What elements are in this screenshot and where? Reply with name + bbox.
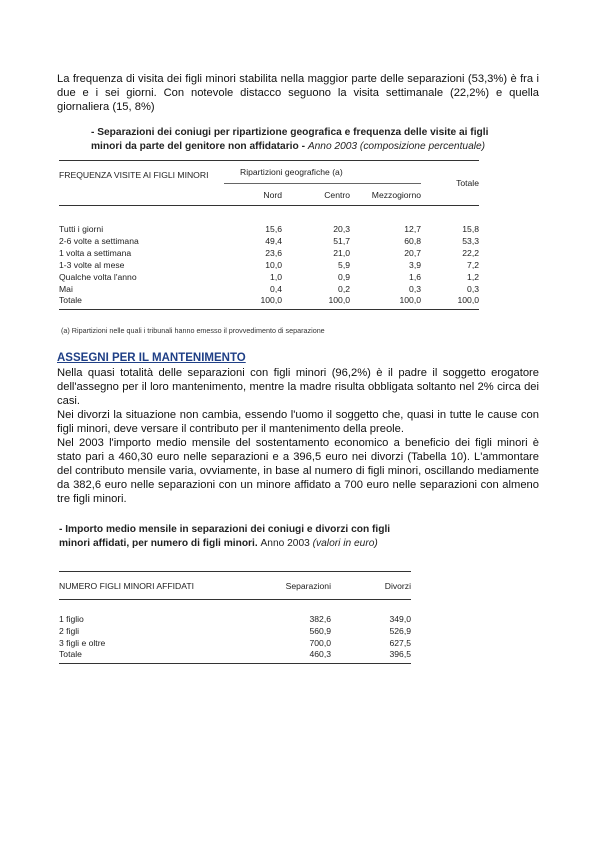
cell-value: 7,2 bbox=[467, 260, 479, 270]
paragraph-3: Nel 2003 l'importo medio mensile del sostentamento economico a beneficio dei figli minori è stato pari a 460,30 euro nelle separazioni e a 396,5 euro nei divorzi (Tabella 10). L'ammontare del contributo mensile varia, ovviamente, in base al numero di figli minori, oscillando mediamente da 382,6 euro nelle separazioni con un minore affidato a 700 euro nelle separazioni con almeno tre figli minori. bbox=[57, 437, 539, 505]
table-row bbox=[59, 625, 411, 637]
row-label: 1 volta a settimana bbox=[59, 248, 132, 258]
table2-col-separazioni: Separazioni bbox=[285, 580, 331, 591]
row-label: Mai bbox=[59, 284, 73, 294]
cell-value: 12,7 bbox=[404, 224, 421, 234]
row-label: Totale bbox=[59, 649, 82, 659]
row-label: Tutti i giorni bbox=[59, 224, 104, 234]
table-row bbox=[59, 247, 479, 259]
table2-caption bbox=[59, 523, 409, 551]
table1-footnote: (a) Ripartizioni nelle quali i tribunali hanno emesso il provvedimento di separazione bbox=[61, 326, 325, 335]
cell-value: 0,4 bbox=[270, 284, 282, 294]
paragraph-1: Nella quasi totalità delle separazioni con figli minori (96,2%) è il padre il soggetto erogatore dell'assegno per il loro mantenimento, mentre la madre risulta obbligata soltanto nel 2% circa dei casi. bbox=[57, 367, 539, 407]
row-label: Totale bbox=[59, 295, 82, 305]
table-row-total bbox=[59, 295, 479, 309]
row-label: 1 figlio bbox=[59, 614, 84, 624]
cell-value: 3,9 bbox=[409, 260, 421, 270]
cell-value: 627,5 bbox=[389, 638, 411, 648]
table-row bbox=[59, 271, 479, 283]
table1-col-nord: Nord bbox=[263, 189, 282, 200]
table2-col-divorzi: Divorzi bbox=[384, 580, 411, 591]
cell-value: 100,0 bbox=[399, 295, 421, 305]
cell-value: 100,0 bbox=[457, 295, 479, 305]
cell-value: 20,3 bbox=[333, 224, 350, 234]
cell-value: 349,0 bbox=[389, 614, 411, 624]
cell-value: 100,0 bbox=[328, 295, 350, 305]
table-row bbox=[59, 283, 479, 295]
cell-value: 560,9 bbox=[309, 626, 331, 636]
cell-value: 49,4 bbox=[265, 236, 282, 246]
table1-group-header: Ripartizioni geografiche (a) bbox=[224, 161, 421, 184]
table2-caption-main: - Importo medio mensile in separazioni dei coniugi e divorzi con figli minori affidati, per numero di figli minori. bbox=[59, 524, 391, 549]
row-label: 2 figli bbox=[59, 626, 80, 636]
cell-value: 0,9 bbox=[338, 272, 350, 282]
cell-value: 1,2 bbox=[467, 272, 479, 282]
table1-caption-period: Anno 2003 (composizione percentuale) bbox=[307, 141, 486, 152]
table-row bbox=[59, 235, 479, 247]
table2-caption-year: Anno 2003 bbox=[260, 538, 310, 549]
cell-value: 100,0 bbox=[260, 295, 282, 305]
table2-row-header: NUMERO FIGLI MINORI AFFIDATI bbox=[59, 580, 194, 591]
cell-value: 0,2 bbox=[338, 284, 350, 294]
cell-value: 1,6 bbox=[409, 272, 421, 282]
table-row bbox=[59, 613, 411, 625]
cell-value: 20,7 bbox=[404, 248, 421, 258]
row-label: 2-6 volte a settimana bbox=[59, 236, 139, 246]
cell-value: 526,9 bbox=[389, 626, 411, 636]
cell-value: 15,8 bbox=[462, 224, 479, 234]
table1-col-centro: Centro bbox=[324, 189, 350, 200]
cell-value: 22,2 bbox=[462, 248, 479, 258]
cell-value: 5,9 bbox=[338, 260, 350, 270]
table2-caption-units: (valori in euro) bbox=[312, 538, 378, 549]
cell-value: 53,3 bbox=[462, 236, 479, 246]
cell-value: 700,0 bbox=[309, 638, 331, 648]
table-row bbox=[59, 637, 411, 649]
cell-value: 51,7 bbox=[333, 236, 350, 246]
cell-value: 0,3 bbox=[467, 284, 479, 294]
table1-caption bbox=[91, 126, 491, 154]
table-row bbox=[59, 223, 479, 235]
table1-row-header: FREQUENZA VISITE AI FIGLI MINORI bbox=[59, 170, 209, 180]
table1-col-mezzogiorno: Mezzogiorno bbox=[371, 189, 421, 200]
cell-value: 10,0 bbox=[265, 260, 282, 270]
intro-paragraph: La frequenza di visita dei figli minori stabilita nella maggior parte delle separazioni (53,3%) è fra i due e i sei giorni. Con notevole distacco seguono la visita settimanale (22,2%) e quella giornaliera (15, 8%) bbox=[57, 73, 539, 113]
section-heading: ASSEGNI PER IL MANTENIMENTO bbox=[57, 352, 246, 364]
table1-caption-main: - Separazioni dei coniugi per ripartizione geografica e frequenza delle visite ai figli minori da parte del genitore non affidatario - bbox=[91, 127, 489, 152]
cell-value: 1,0 bbox=[270, 272, 282, 282]
maintenance-amount-table bbox=[59, 571, 411, 670]
cell-value: 396,5 bbox=[389, 649, 411, 659]
table1-total-header: Totale bbox=[456, 178, 479, 188]
row-label: Qualche volta l'anno bbox=[59, 272, 137, 282]
cell-value: 382,6 bbox=[309, 614, 331, 624]
cell-value: 0,3 bbox=[409, 284, 421, 294]
table-row bbox=[59, 259, 479, 271]
row-label: 3 figli e oltre bbox=[59, 638, 106, 648]
cell-value: 21,0 bbox=[333, 248, 350, 258]
cell-value: 60,8 bbox=[404, 236, 421, 246]
row-label: 1-3 volte al mese bbox=[59, 260, 125, 270]
visit-frequency-table bbox=[59, 160, 479, 324]
cell-value: 15,6 bbox=[265, 224, 282, 234]
cell-value: 460,3 bbox=[309, 649, 331, 659]
cell-value: 23,6 bbox=[265, 248, 282, 258]
table-row-total bbox=[59, 649, 411, 663]
paragraph-2: Nei divorzi la situazione non cambia, essendo l'uomo il soggetto che, quasi in tutte le cause con figli minori, deve versare il contributo per il mantenimento della preole. bbox=[57, 409, 539, 435]
